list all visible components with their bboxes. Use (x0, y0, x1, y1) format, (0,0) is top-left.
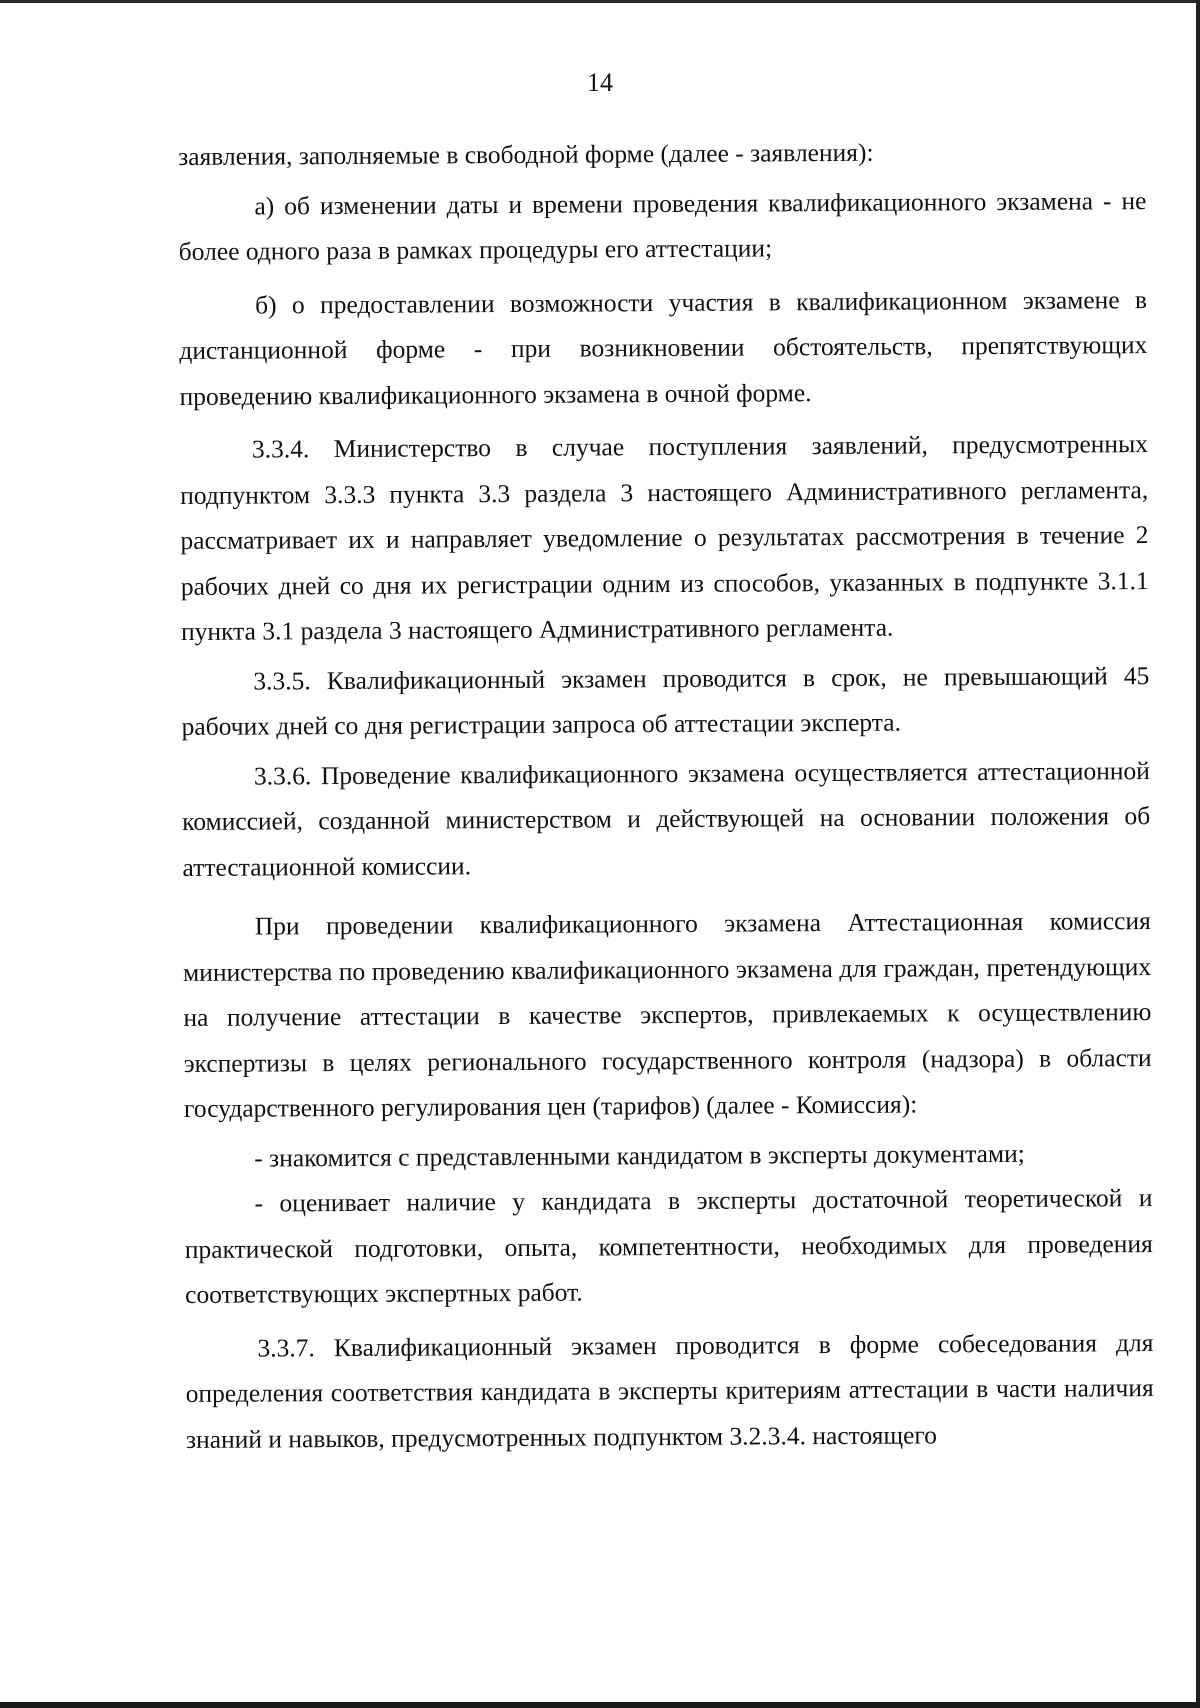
scan-edge-right (1196, 0, 1200, 1708)
page-number: 14 (587, 68, 613, 97)
paragraph-dash-1: - знакомится с представленными кандидатом в эксперты документами; (254, 1138, 1025, 1173)
paragraph-3-3-6: 3.3.6. Проведение квалификационного экзамена осуществляется аттестационной комиссией, созданной министерством и действующей на основании положения об аттестационной комиссии. (182, 755, 1151, 882)
paragraph-item-a: а) об изменении даты и времени проведения квалификационного экзамена - не более одного раза в рамках процедуры его аттестации; (178, 185, 1147, 266)
scan-edge-bottom (0, 1702, 1200, 1708)
paragraph-intro: заявления, заполняемые в свободной форме (далее - заявления): (178, 137, 874, 171)
paragraph-dash-2: - оценивает наличие у кандидата в эксперты достаточной теоретической и практической подготовки, опыта, компетентности, необходимых для проведения соответствующих экспертных работ. (184, 1183, 1153, 1309)
paragraph-3-3-5: 3.3.5. Квалификационный экзамен проводится в срок, не превышающий 45 рабочих дней со дня регистрации запроса об аттестации эксперта. (181, 660, 1150, 741)
document-body (178, 128, 1154, 1462)
paragraph-3-3-4: 3.3.4. Министерство в случае поступления заявлений, предусмотренных подпунктом 3.3.3 пункта 3.3 раздела 3 настоящего Административного регламента, рассматривает их и направляет уведомление о результатах рассмотрения в течение 2 рабочих дней со дня их регистрации одним из способов, указанных в подпункте 3.1.1 пункта 3.1 раздела 3 настоящего Административного регламента. (180, 429, 1149, 646)
paragraph-3-3-7: 3.3.7. Квалификационный экзамен проводится в форме собеседования для определения соответствия кандидата в эксперты критериям аттестации в части наличия знаний и навыков, предусмотренных подпунктом 3.2.3.4. настоящего (185, 1327, 1154, 1454)
scan-edge-top (0, 0, 1200, 3)
paragraph-commission: При проведении квалификационного экзамена Аттестационная комиссия министерства по проведению квалификационного экзамена для граждан, претендующих на получение аттестации в качестве экспертов, привлекаемых к осуществлению экспертизы в целях регионального государственного контроля (надзора) в области государственного регулирования цен (тарифов) (далее - Комиссия): (183, 906, 1152, 1123)
paragraph-item-b: б) о предоставлении возможности участия в квалификационном экзамене в дистанционной форме - при возникновении обстоятельств, препятствующих проведению квалификационного экзамена в очной форме. (179, 284, 1148, 411)
